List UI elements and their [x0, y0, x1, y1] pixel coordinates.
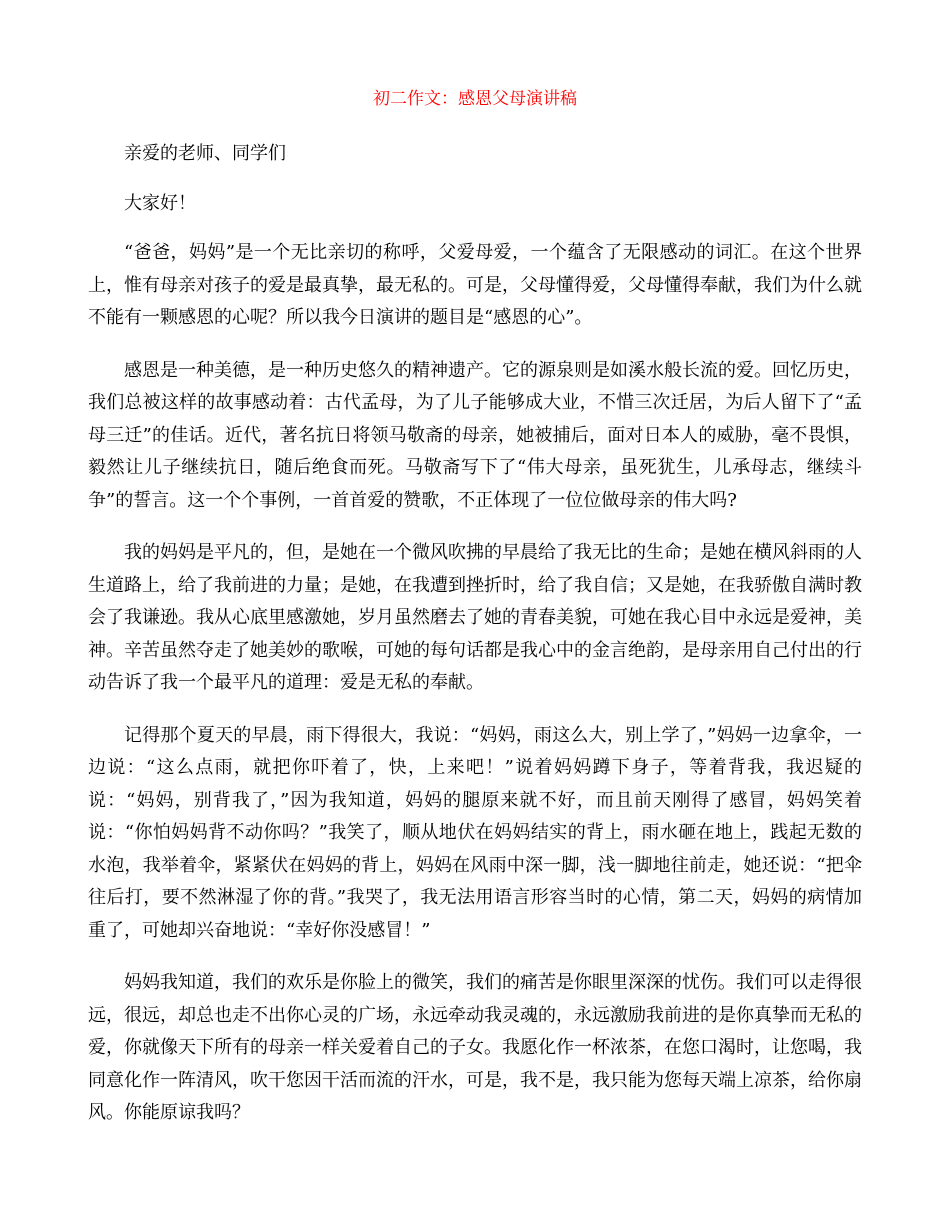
document-title: 初二作文：感恩父母演讲稿 — [373, 89, 577, 109]
paragraph-3: 我的妈妈是平凡的，但，是她在一个微风吹拂的早晨给了我无比的生命；是她在横风斜雨的人生道路上，给了我前进的力量；是她，在我遭到挫折时，给了我自信；又是她，在我骄傲自满时教会了我谦逊。我从心底里感激她，岁月虽然磨去了她的青春美貌，可她在我心目中永远是爱神，美神。辛苦虽然夺走了她美妙的歌喉，可她的每句话都是我心中的金言绝韵，是母亲用自己付出的行动告诉了我一个最平凡的道理：爱是无私的奉献。 — [88, 542, 862, 693]
document-page — [88, 84, 862, 1150]
greeting: 大家好！ — [124, 193, 196, 214]
paragraph-1: “爸爸，妈妈”是一个无比亲切的称呼，父爱母爱，一个蕴含了无限感动的词汇。在这个世界上，惟有母亲对孩子的爱是最真挚，最无私的。可是，父母懂得爱，父母懂得奉献，我们为什么就不能有一颗感恩的心呢？所以我今日演讲的题目是“感恩的心”。 — [88, 242, 862, 328]
paragraph-5: 妈妈我知道，我们的欢乐是你脸上的微笑，我们的痛苦是你眼里深深的忧伤。我们可以走得很远，很远，却总也走不出你心灵的广场，永远牵动我灵魂的，永远激励我前进的是你真挚而无私的爱，你就像天下所有的母亲一样关爱着自己的子女。我愿化作一杯浓茶，在您口渴时，让您喝，我同意化作一阵清风，吹干您因干活而流的汗水，可是，我不是，我只能为您每天端上凉茶，给你扇风。你能原谅我吗？ — [88, 972, 862, 1123]
paragraph-4: 记得那个夏天的早晨，雨下得很大，我说：“妈妈，雨这么大，别上学了，”妈妈一边拿伞，一边说：“这么点雨，就把你吓着了，快，上来吧！”说着妈妈蹲下身子，等着背我，我迟疑的说：“妈妈，别背我了，”因为我知道，妈妈的腿原来就不好，而且前天刚得了感冒，妈妈笑着说：“你怕妈妈背不动你吗？”我笑了，顺从地伏在妈妈结实的背上，雨水砸在地上，践起无数的水泡，我举着伞，紧紧伏在妈妈的背上，妈妈在风雨中深一脚，浅一脚地往前走，她还说：“把伞往后打，要不然淋湿了你的背。”我哭了，我无法用语言形容当时的心情，第二天，妈妈的病情加重了，可她却兴奋地说：“幸好你没感冒！” — [88, 724, 862, 941]
salutation: 亲爱的老师、同学们 — [124, 143, 286, 164]
paragraph-2: 感恩是一种美德，是一种历史悠久的精神遗产。它的源泉则是如溪水般长流的爱。回忆历史，我们总被这样的故事感动着：古代孟母，为了儿子能够成大业，不惜三次迁居，为后人留下了“孟母三迁”的佳话。近代，著名抗日将领马敬斋的母亲，她被捕后，面对日本人的威胁，毫不畏惧，毅然让儿子继续抗日，随后绝食而死。马敬斋写下了“伟大母亲，虽死犹生，儿承母志，继续斗争”的誓言。这一个个事例，一首首爱的赞歌，不正体现了一位位做母亲的伟大吗? — [88, 359, 862, 511]
